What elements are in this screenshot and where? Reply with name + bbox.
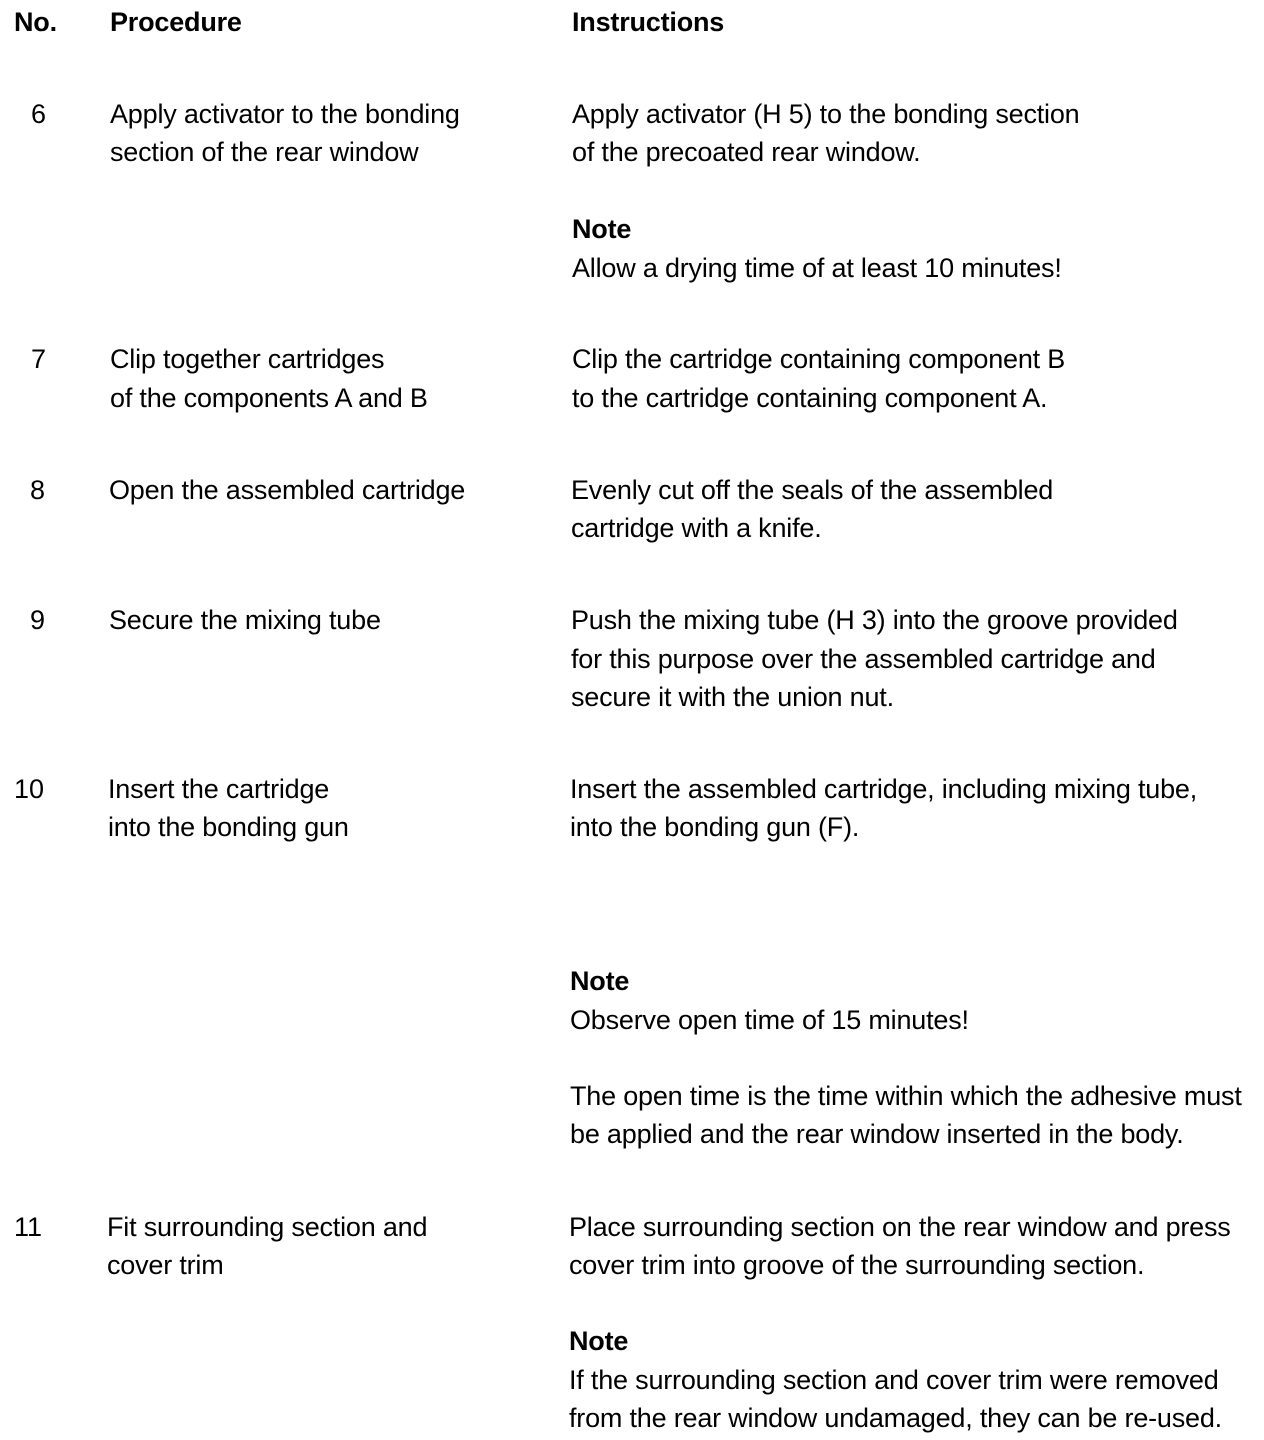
step-number: 10 [14, 774, 45, 804]
column-header-procedure: Procedure [110, 7, 242, 37]
instruction-line: Push the mixing tube (H 3) into the groove provided [571, 605, 1178, 635]
step-number: 7 [31, 344, 47, 374]
instruction-line: Place surrounding section on the rear window and press [569, 1212, 1231, 1242]
step-number: 9 [30, 605, 46, 635]
instruction-line: for this purpose over the assembled cartridge and [571, 644, 1156, 674]
column-header-instructions: Instructions [572, 7, 725, 37]
instruction-line: be applied and the rear window inserted in the body. [570, 1119, 1184, 1149]
procedure-line: Clip together cartridges [110, 344, 385, 374]
instruction-line: Insert the assembled cartridge, including mixing tube, [570, 774, 1198, 804]
note-label: Note [569, 1326, 629, 1356]
note-label: Note [572, 214, 632, 244]
note-text: from the rear window undamaged, they can be re-used. [569, 1403, 1222, 1433]
note-text: Observe open time of 15 minutes! [570, 1005, 969, 1035]
note-text: Allow a drying time of at least 10 minutes! [572, 253, 1062, 283]
instruction-line: Clip the cartridge containing component B [572, 344, 1066, 374]
column-header-no: No. [14, 7, 57, 37]
step-number: 11 [14, 1212, 43, 1242]
procedure-line: Insert the cartridge [108, 774, 330, 804]
procedure-line: section of the rear window [110, 137, 419, 167]
step-number: 8 [30, 475, 46, 505]
instruction-line: Apply activator (H 5) to the bonding section [572, 99, 1080, 129]
procedure-line: Open the assembled cartridge [109, 475, 466, 505]
procedure-line: of the components A and B [110, 383, 428, 413]
note-text: If the surrounding section and cover trim were removed [569, 1365, 1219, 1395]
instruction-line: cartridge with a knife. [571, 513, 822, 543]
instruction-line: of the precoated rear window. [572, 137, 921, 167]
procedure-line: Secure the mixing tube [109, 605, 381, 635]
instruction-line: Evenly cut off the seals of the assembled [571, 475, 1054, 505]
procedure-line: Apply activator to the bonding [110, 99, 460, 129]
instruction-line: into the bonding gun (F). [570, 812, 860, 842]
procedure-line: Fit surrounding section and [107, 1212, 428, 1242]
note-label: Note [570, 966, 630, 996]
step-number: 6 [31, 99, 47, 129]
instruction-line: to the cartridge containing component A. [572, 383, 1048, 413]
instruction-line: secure it with the union nut. [571, 682, 894, 712]
instruction-line: The open time is the time within which the adhesive must [570, 1081, 1242, 1111]
instruction-line: cover trim into groove of the surrounding section. [569, 1250, 1145, 1280]
procedure-line: into the bonding gun [108, 812, 349, 842]
procedure-line: cover trim [107, 1250, 224, 1280]
